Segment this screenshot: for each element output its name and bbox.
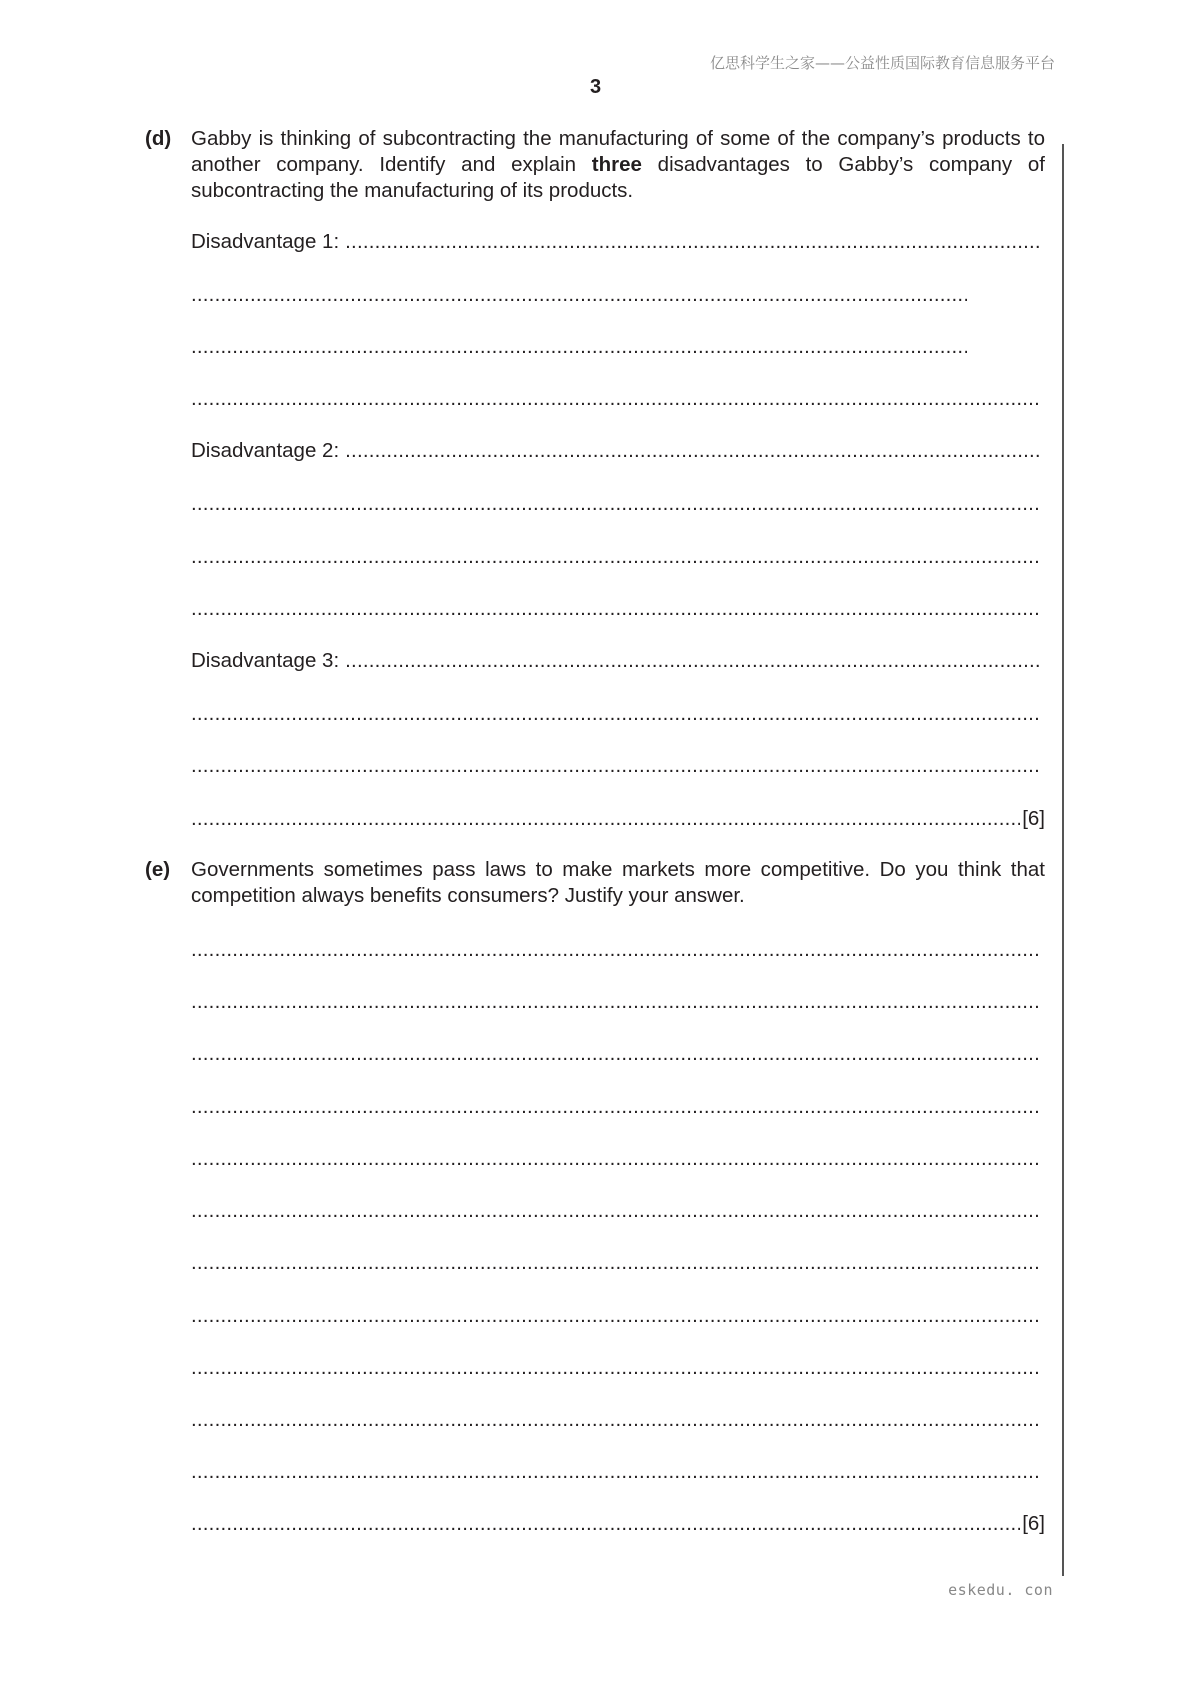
answer-line[interactable] [191, 989, 1040, 1015]
answer-line[interactable] [191, 1407, 1040, 1433]
answer-line[interactable] [191, 753, 1040, 779]
answer-line-final-e[interactable] [191, 1511, 1045, 1537]
dotted-rule [345, 648, 1040, 674]
dotted-rule [345, 438, 1040, 464]
question-d-text: Gabby is thinking of subcontracting the manufacturing of some of the company’s products to another company. Identify and explain three disadvantages to Gabby’s company of subcontracting the manufacturing of its products. [191, 127, 1045, 202]
answer-line[interactable] [191, 1041, 1040, 1067]
disadvantage-3-label: Disadvantage 3: [191, 649, 340, 672]
question-e-label: (e) [145, 858, 171, 881]
answer-line[interactable] [191, 1459, 1040, 1485]
disadvantage-1-label: Disadvantage 1: [191, 230, 340, 253]
answer-line[interactable] [191, 1198, 1040, 1224]
answer-line[interactable] [191, 1094, 1040, 1120]
question-d [145, 126, 1045, 204]
question-e-text: Governments sometimes pass laws to make markets more competitive. Do you think that competition always benefits consumers? Justify your answer. [191, 858, 1045, 907]
dotted-rule [345, 229, 1040, 255]
marks-e: [6] [1022, 1512, 1045, 1535]
answer-line[interactable] [191, 1303, 1040, 1329]
footer-site: eskedu. con [948, 1581, 1053, 1599]
answer-line-d1[interactable] [191, 229, 1040, 255]
answer-line[interactable] [191, 334, 967, 360]
disadvantage-2-label: Disadvantage 2: [191, 439, 340, 462]
question-e [145, 857, 1045, 909]
answer-line[interactable] [191, 544, 1040, 570]
answer-line[interactable] [191, 1355, 1040, 1381]
answer-line[interactable] [191, 596, 1040, 622]
answer-line-final-d[interactable] [191, 806, 1045, 832]
answer-line[interactable] [191, 937, 1040, 963]
answer-line-d2[interactable] [191, 438, 1040, 464]
margin-line [1062, 144, 1064, 1576]
question-d-label: (d) [145, 127, 172, 150]
answer-line[interactable] [191, 491, 1040, 517]
watermark-text: 亿思科学生之家——公益性质国际教育信息服务平台 [709, 54, 1055, 72]
emphasis-three: three [591, 153, 642, 176]
answer-line-d3[interactable] [191, 648, 1040, 674]
page-number: 3 [589, 76, 602, 98]
answer-line[interactable] [191, 1146, 1040, 1172]
answer-line[interactable] [191, 1250, 1040, 1276]
answer-line[interactable] [191, 386, 1040, 412]
answer-line[interactable] [191, 282, 967, 308]
marks-d: [6] [1022, 807, 1045, 830]
answer-line[interactable] [191, 701, 1040, 727]
